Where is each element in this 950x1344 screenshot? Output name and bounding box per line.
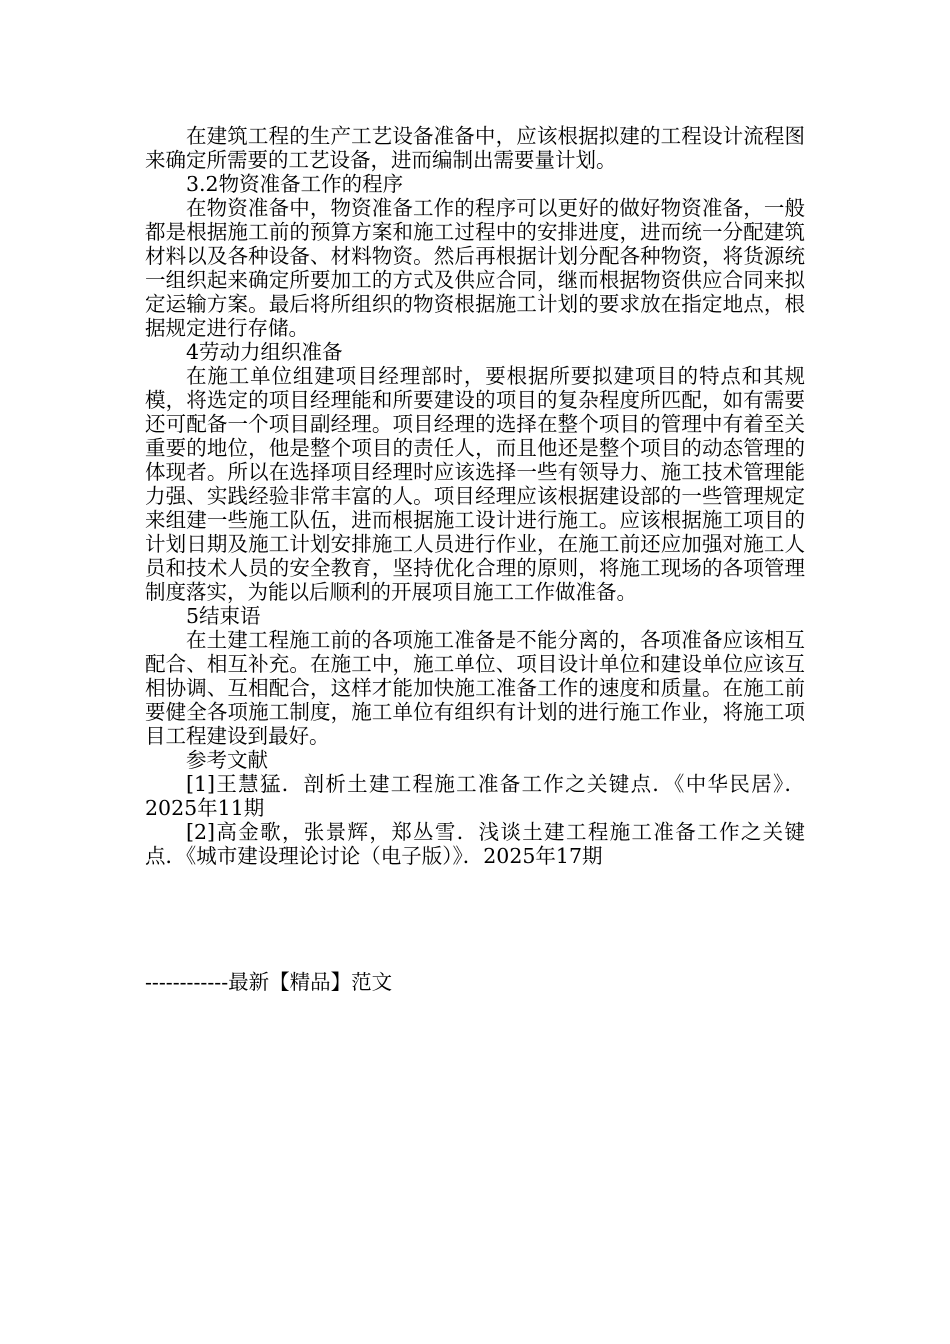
reference-item-1: [1]王慧猛．剖析土建工程施工准备工作之关键点．《中华民居》．2025年11期 — [145, 772, 805, 820]
paragraph-material-procedure: 在物资准备中，物资准备工作的程序可以更好的做好物资准备，一般都是根据施工前的预算方案和施工过程中的安排进度，进而统一分配建筑材料以及各种设备、材料物资。然后再根据计划分配各种物资，将货源统一组织起来确定所要加工的方式及供应合同，继而根据物资供应合同来拟定运输方案。最后将所组织的物资根据施工计划的要求放在指定地点，根据规定进行存储。 — [145, 196, 805, 340]
paragraph-conclusion: 在土建工程施工前的各项施工准备是不能分离的，各项准备应该相互配合、相互补充。在施工中，施工单位、项目设计单位和建设单位应该互相协调、互相配合，这样才能加快施工准备工作的速度和质量。在施工前要健全各项施工制度，施工单位有组织有计划的进行施工作业，将施工项目工程建设到最好。 — [145, 628, 805, 748]
paragraph-equipment-preparation: 在建筑工程的生产工艺设备准备中，应该根据拟建的工程设计流程图来确定所需要的工艺设备，进而编制出需要量计划。 — [145, 124, 805, 172]
document-body — [145, 124, 805, 868]
footer-banner: ------------最新【精品】范文 — [145, 970, 393, 994]
section-heading-3-2: 3.2物资准备工作的程序 — [186, 172, 404, 196]
references-heading: 参考文献 — [186, 748, 268, 772]
section-heading-4: 4劳动力组织准备 — [186, 340, 343, 364]
reference-item-2: [2]高金歌，张景辉，郑丛雪．浅谈土建工程施工准备工作之关键点．《城市建设理论讨论（电子版）》．2025年17期 — [145, 820, 805, 868]
paragraph-labor-organization: 在施工单位组建项目经理部时，要根据所要拟建项目的特点和其规模，将选定的项目经理能和所要建设的项目的复杂程度所匹配，如有需要还可配备一个项目副经理。项目经理的选择在整个项目的管理中有着至关重要的地位，他是整个项目的责任人，而且他还是整个项目的动态管理的体现者。所以在选择项目经理时应该选择一些有领导力、施工技术管理能力强、实践经验非常丰富的人。项目经理应该根据建设部的一些管理规定来组建一些施工队伍，进而根据施工设计进行施工。应该根据施工项目的计划日期及施工计划安排施工人员进行作业，在施工前还应加强对施工人员和技术人员的安全教育，坚持优化合理的原则，将施工现场的各项管理制度落实，为能以后顺利的开展项目施工工作做准备。 — [145, 364, 805, 604]
section-heading-5: 5结束语 — [186, 604, 261, 628]
